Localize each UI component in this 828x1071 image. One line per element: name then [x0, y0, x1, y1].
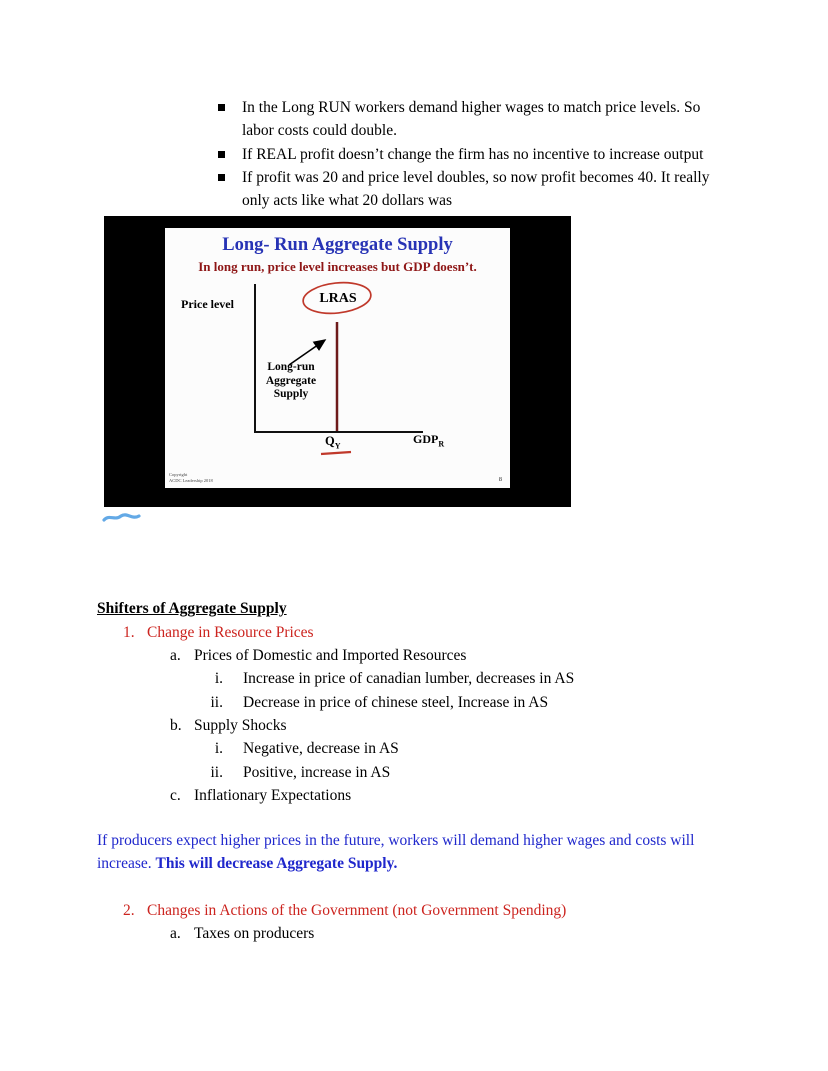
list-text: Supply Shocks: [194, 716, 287, 734]
annotation-line: Long-run: [267, 361, 315, 374]
list-marker: b.: [170, 716, 182, 734]
square-bullet-icon: [218, 104, 225, 111]
list-marker: 2.: [123, 901, 135, 919]
x-axis-subscript: R: [438, 439, 445, 449]
square-bullet-icon: [218, 174, 225, 181]
bullet-text: If REAL profit doesn’t change the firm has no incentive to increase output: [242, 145, 704, 163]
blue-scribble-mark: [102, 512, 142, 523]
paragraph-text: If producers expect higher prices in the future, workers will demand higher wages and costs will increase.: [97, 832, 695, 873]
x-tick-text: Q: [325, 434, 335, 449]
embedded-slide-figure[interactable]: [104, 216, 571, 507]
y-axis-label: Price level: [181, 297, 234, 312]
square-bullet-icon: [218, 151, 225, 158]
list-text: Prices of Domestic and Imported Resources: [194, 647, 467, 665]
bullet-text: If profit was 20 and price level doubles, so now profit becomes 40. It really only acts like what 20 dollars was: [242, 168, 710, 210]
lras-label: LRAS: [319, 291, 357, 307]
list-marker: i.: [214, 740, 223, 758]
list-text: Inflationary Expectations: [194, 786, 352, 804]
copyright-line: Copyright: [169, 472, 188, 478]
list-text: Taxes on producers: [194, 925, 315, 943]
list-marker: 1.: [123, 623, 135, 641]
list-text: Decrease in price of chinese steel, Increase in AS: [243, 693, 549, 711]
x-tick-subscript: Y: [334, 441, 341, 451]
list-text: Increase in price of canadian lumber, decreases in AS: [243, 670, 575, 688]
x-axis-label: [413, 432, 444, 448]
list-marker: ii.: [210, 763, 223, 781]
outline-item: [203, 691, 733, 714]
section-heading: Shifters of Aggregate Supply: [97, 600, 287, 618]
list-marker: ii.: [210, 693, 223, 711]
annotation-line: Aggregate: [265, 374, 317, 387]
list-text: Positive, increase in AS: [243, 763, 391, 781]
list-text: Negative, decrease in AS: [243, 740, 399, 758]
x-axis-text: GDP: [413, 432, 439, 447]
outline-item: [203, 737, 733, 760]
slide-page-number: 8: [498, 476, 502, 484]
paragraph-bold-text: This will decrease Aggregate Supply.: [155, 855, 398, 873]
slide-title: Long- Run Aggregate Supply: [222, 235, 453, 256]
outline-item: [170, 644, 733, 667]
annotation-line: Supply: [273, 388, 309, 401]
outline-item: [123, 899, 733, 922]
slide-subtitle: In long run, price level increases but GDP doesn’t.: [198, 259, 477, 275]
copyright-line: ACDC Leadership 2018: [169, 477, 213, 483]
bullet-item: [218, 96, 714, 143]
list-text: Changes in Actions of the Government (not Government Spending): [147, 901, 567, 919]
bullet-text: In the Long RUN workers demand higher wages to match price levels. So labor costs could double.: [242, 99, 701, 140]
bullet-item: [218, 143, 714, 166]
list-marker: i.: [214, 670, 223, 688]
lras-slide: [165, 228, 510, 488]
copyright-text: [169, 472, 213, 483]
curve-annotation-label: [258, 361, 324, 402]
outline-item: [170, 714, 733, 737]
x-tick-label: [325, 434, 341, 451]
list-marker: a.: [170, 647, 181, 665]
bullet-item: [218, 166, 714, 213]
list-marker: c.: [170, 786, 181, 804]
outline-item: [170, 784, 733, 807]
outline-item: [123, 621, 733, 644]
emphasis-paragraph: [97, 829, 733, 876]
outline-item: [203, 761, 733, 784]
outline-item: [170, 922, 733, 945]
qy-red-underline: [321, 452, 351, 454]
outline-item: [203, 667, 733, 690]
bullet-list: [218, 96, 714, 212]
list-marker: a.: [170, 925, 181, 943]
list-text: Change in Resource Prices: [147, 623, 314, 641]
